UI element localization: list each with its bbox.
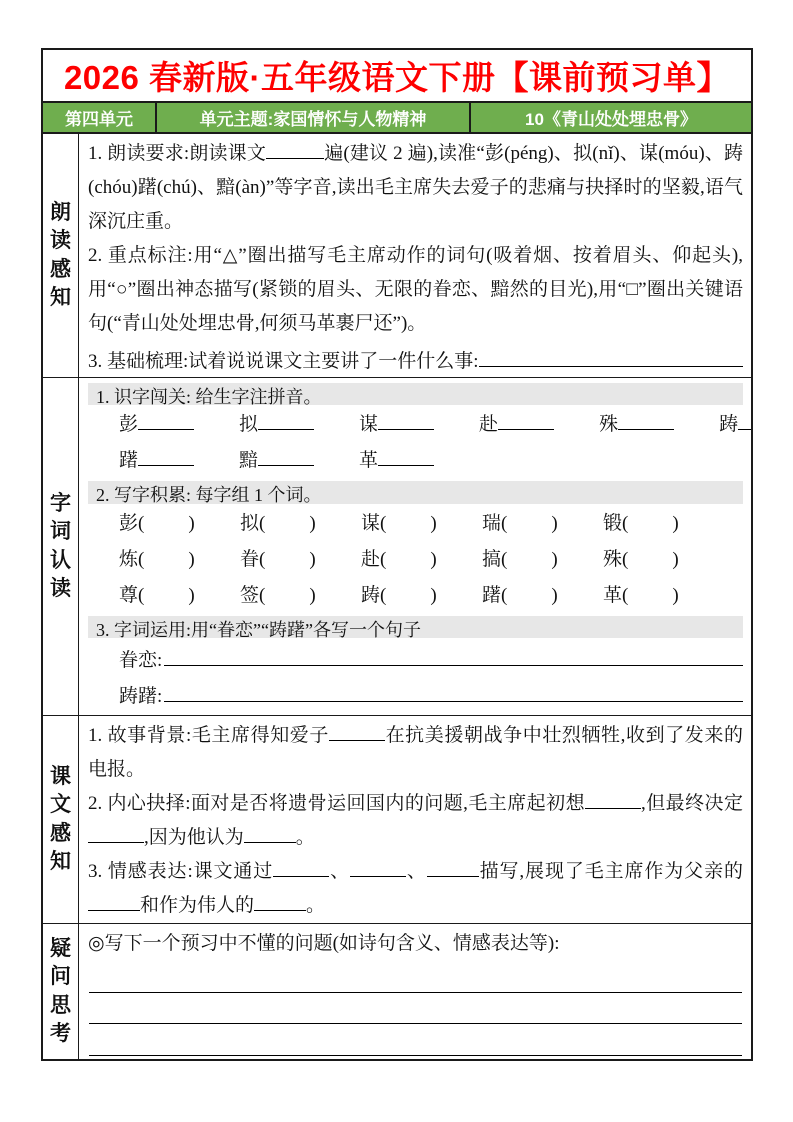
text-run: 和作为伟人的	[140, 895, 255, 916]
fill-blank[interactable]	[164, 676, 743, 702]
text-run: 、	[329, 861, 350, 882]
answer-line[interactable]	[89, 993, 742, 1025]
word-group	[482, 542, 603, 578]
character: 谋	[359, 414, 379, 436]
word-group	[603, 506, 724, 542]
text-run: 3. 基础梳理:试着说说课文主要讲了一件什么事:	[88, 351, 479, 372]
word-group	[603, 578, 724, 614]
section-label-char: 感	[50, 257, 71, 281]
pinyin-blank[interactable]	[258, 408, 314, 430]
text-run: 、	[405, 861, 427, 882]
fill-blank[interactable]	[479, 341, 743, 367]
section-content	[79, 924, 751, 1059]
character: 黯	[239, 450, 259, 472]
word-group	[240, 542, 361, 578]
word-group	[482, 578, 603, 614]
text-run: 。	[306, 895, 326, 916]
unit-banner	[43, 101, 751, 134]
close-paren: )	[430, 584, 437, 606]
close-paren: )	[188, 548, 195, 570]
section-label-char: 考	[50, 1021, 71, 1045]
section-label-char: 文	[50, 793, 71, 817]
character: 锻(	[603, 512, 629, 534]
unit-number: 第四单元	[65, 110, 133, 129]
close-paren: )	[551, 548, 558, 570]
character: 革	[359, 450, 379, 472]
section-label-char: 课	[50, 764, 71, 788]
character: 踌(	[361, 584, 387, 606]
worksheet-body	[43, 134, 751, 1059]
fill-blank[interactable]	[254, 908, 306, 911]
fill-blank[interactable]	[350, 874, 406, 877]
sentence-label: 眷恋:	[119, 649, 163, 671]
pinyin-blank[interactable]	[138, 444, 194, 466]
character: 赴(	[361, 548, 387, 570]
answer-line[interactable]	[89, 961, 742, 993]
section-content	[79, 378, 751, 715]
instruction-bar: 2. 写字积累: 每字组 1 个词。	[88, 481, 743, 503]
pinyin-blank[interactable]	[138, 408, 194, 430]
word-group	[240, 506, 361, 542]
paragraph	[88, 137, 743, 239]
pinyin-unit	[239, 407, 314, 443]
text-run: 在抗美援朝战争中壮烈牺牲,收到了发来的电报。	[88, 725, 743, 780]
page-title: 2026 春新版·五年级语文下册【课前预习单】	[63, 59, 731, 96]
answer-line[interactable]	[89, 1024, 742, 1056]
section-label-char: 疑	[50, 936, 71, 960]
close-paren: )	[309, 548, 316, 570]
word-group	[603, 542, 724, 578]
character: 躇	[119, 450, 139, 472]
word-group	[361, 542, 482, 578]
fill-blank[interactable]	[88, 840, 144, 843]
paragraph	[88, 927, 743, 961]
text-run: 2. 内心抉择:面对是否将遗骨运回国内的问题,毛主席起初想	[88, 793, 586, 814]
section-label-char: 知	[50, 285, 71, 309]
paragraph	[88, 341, 743, 377]
pinyin-blank[interactable]	[378, 444, 434, 466]
text-run: ,因为他认为	[144, 827, 244, 848]
word-row	[88, 578, 743, 614]
section-label	[43, 134, 79, 377]
character: 搞(	[482, 548, 508, 570]
sentence-line	[88, 676, 743, 712]
fill-blank[interactable]	[273, 874, 329, 877]
section-row	[43, 134, 751, 377]
instruction-bar: 1. 识字闯关: 给生字注拼音。	[88, 383, 743, 405]
section-label-char: 字	[50, 491, 71, 515]
fill-blank[interactable]	[164, 640, 743, 666]
close-paren: )	[551, 584, 558, 606]
section-row	[43, 923, 751, 1059]
section-label-char: 认	[50, 548, 71, 572]
close-paren: )	[188, 512, 195, 534]
close-paren: )	[672, 548, 679, 570]
word-group	[119, 578, 240, 614]
text-run: 3. 情感表达:课文通过	[88, 861, 274, 882]
section-row	[43, 377, 751, 715]
pinyin-unit	[119, 407, 194, 443]
character: 革(	[603, 584, 629, 606]
word-group	[361, 578, 482, 614]
character: 炼(	[119, 548, 145, 570]
character: 踌	[719, 414, 739, 436]
close-paren: )	[430, 548, 437, 570]
character: 彭(	[119, 512, 145, 534]
section-label	[43, 716, 79, 923]
text-run: 2. 重点标注:用“△”圈出描写毛主席动作的词句(吸着烟、按着眉头、仰起头),用“○”圈出神态描写(紧锁的眉头、无限的眷恋、黯然的目光),用“□”圈出关键语句(“青山处处埋忠骨,何须马革裹尸还”)。	[88, 245, 743, 334]
text-run: ,但最终决定	[641, 793, 743, 814]
section-label-char: 感	[50, 821, 71, 845]
unit-theme: 单元主题:家国情怀与人物精神	[155, 103, 471, 132]
word-row	[88, 542, 743, 578]
paragraph	[88, 787, 743, 855]
character: 瑞(	[482, 512, 508, 534]
word-group	[240, 578, 361, 614]
sentence-line	[88, 640, 743, 676]
section-label-char: 读	[50, 229, 71, 253]
section-label	[43, 378, 79, 715]
text-run: 。	[295, 827, 315, 848]
fill-blank[interactable]	[88, 908, 140, 911]
fill-blank[interactable]	[585, 806, 641, 809]
fill-blank[interactable]	[266, 156, 324, 159]
section-content	[79, 716, 751, 923]
section-label-char: 思	[50, 993, 71, 1017]
fill-blank[interactable]	[427, 874, 479, 877]
character: 拟(	[240, 512, 266, 534]
character: 赴	[479, 414, 499, 436]
character: 殊	[599, 414, 619, 436]
section-content	[79, 134, 751, 377]
pinyin-unit	[239, 443, 314, 479]
text-run: 1. 朗读要求:朗读课文	[88, 143, 267, 164]
close-paren: )	[430, 512, 437, 534]
pinyin-blank[interactable]	[618, 408, 674, 430]
pinyin-row	[88, 407, 743, 443]
close-paren: )	[309, 584, 316, 606]
section-label	[43, 924, 79, 1059]
section-label-char: 问	[50, 965, 71, 989]
character: 躇(	[482, 584, 508, 606]
paragraph	[88, 239, 743, 341]
pinyin-blank[interactable]	[378, 408, 434, 430]
sentence-label: 踌躇:	[119, 685, 163, 707]
section-label-char: 读	[50, 576, 71, 600]
close-paren: )	[672, 584, 679, 606]
character: 彭	[119, 414, 139, 436]
word-group	[482, 506, 603, 542]
pinyin-blank[interactable]	[258, 444, 314, 466]
fill-blank[interactable]	[329, 738, 385, 741]
close-paren: )	[188, 584, 195, 606]
character: 签(	[240, 584, 266, 606]
text-run: ◎写下一个预习中不懂的问题(如诗句含义、情感表达等):	[88, 933, 560, 954]
pinyin-blank[interactable]	[498, 408, 554, 430]
character: 拟	[239, 414, 259, 436]
paragraph	[88, 719, 743, 787]
close-paren: )	[309, 512, 316, 534]
text-run: 遍(建议 2 遍),读准“彭(péng)、拟(nǐ)、谋(móu)、踌(chóu)躇(chú)、黯(àn)”等字音,读出毛主席失去爱子的悲痛与抉择时的坚毅,语气深沉庄重。	[88, 143, 743, 232]
pinyin-blank[interactable]	[738, 408, 751, 430]
instruction-bar: 3. 字词运用:用“眷恋”“踌躇”各写一个句子	[88, 616, 743, 638]
section-row	[43, 715, 751, 923]
worksheet	[41, 48, 753, 1061]
pinyin-unit	[599, 407, 674, 443]
word-group	[361, 506, 482, 542]
paragraph	[88, 855, 743, 923]
pinyin-unit	[119, 443, 194, 479]
close-paren: )	[551, 512, 558, 534]
word-row	[88, 506, 743, 542]
section-label-char: 朗	[50, 200, 71, 224]
character: 殊(	[603, 548, 629, 570]
character: 尊(	[119, 584, 145, 606]
close-paren: )	[672, 512, 679, 534]
pinyin-unit	[359, 443, 434, 479]
lesson-title: 10《青山处处埋忠骨》	[525, 110, 697, 129]
pinyin-unit	[359, 407, 434, 443]
fill-blank[interactable]	[244, 840, 296, 843]
pinyin-unit	[719, 407, 751, 443]
text-run: 描写,展现了毛主席作为父亲的	[478, 861, 743, 882]
pinyin-unit	[479, 407, 554, 443]
section-label-char: 知	[50, 849, 71, 873]
character: 眷(	[240, 548, 266, 570]
pinyin-row	[88, 443, 743, 479]
word-group	[119, 542, 240, 578]
character: 谋(	[361, 512, 387, 534]
word-group	[119, 506, 240, 542]
text-run: 1. 故事背景:毛主席得知爱子	[88, 725, 329, 746]
section-label-char: 词	[50, 520, 71, 544]
